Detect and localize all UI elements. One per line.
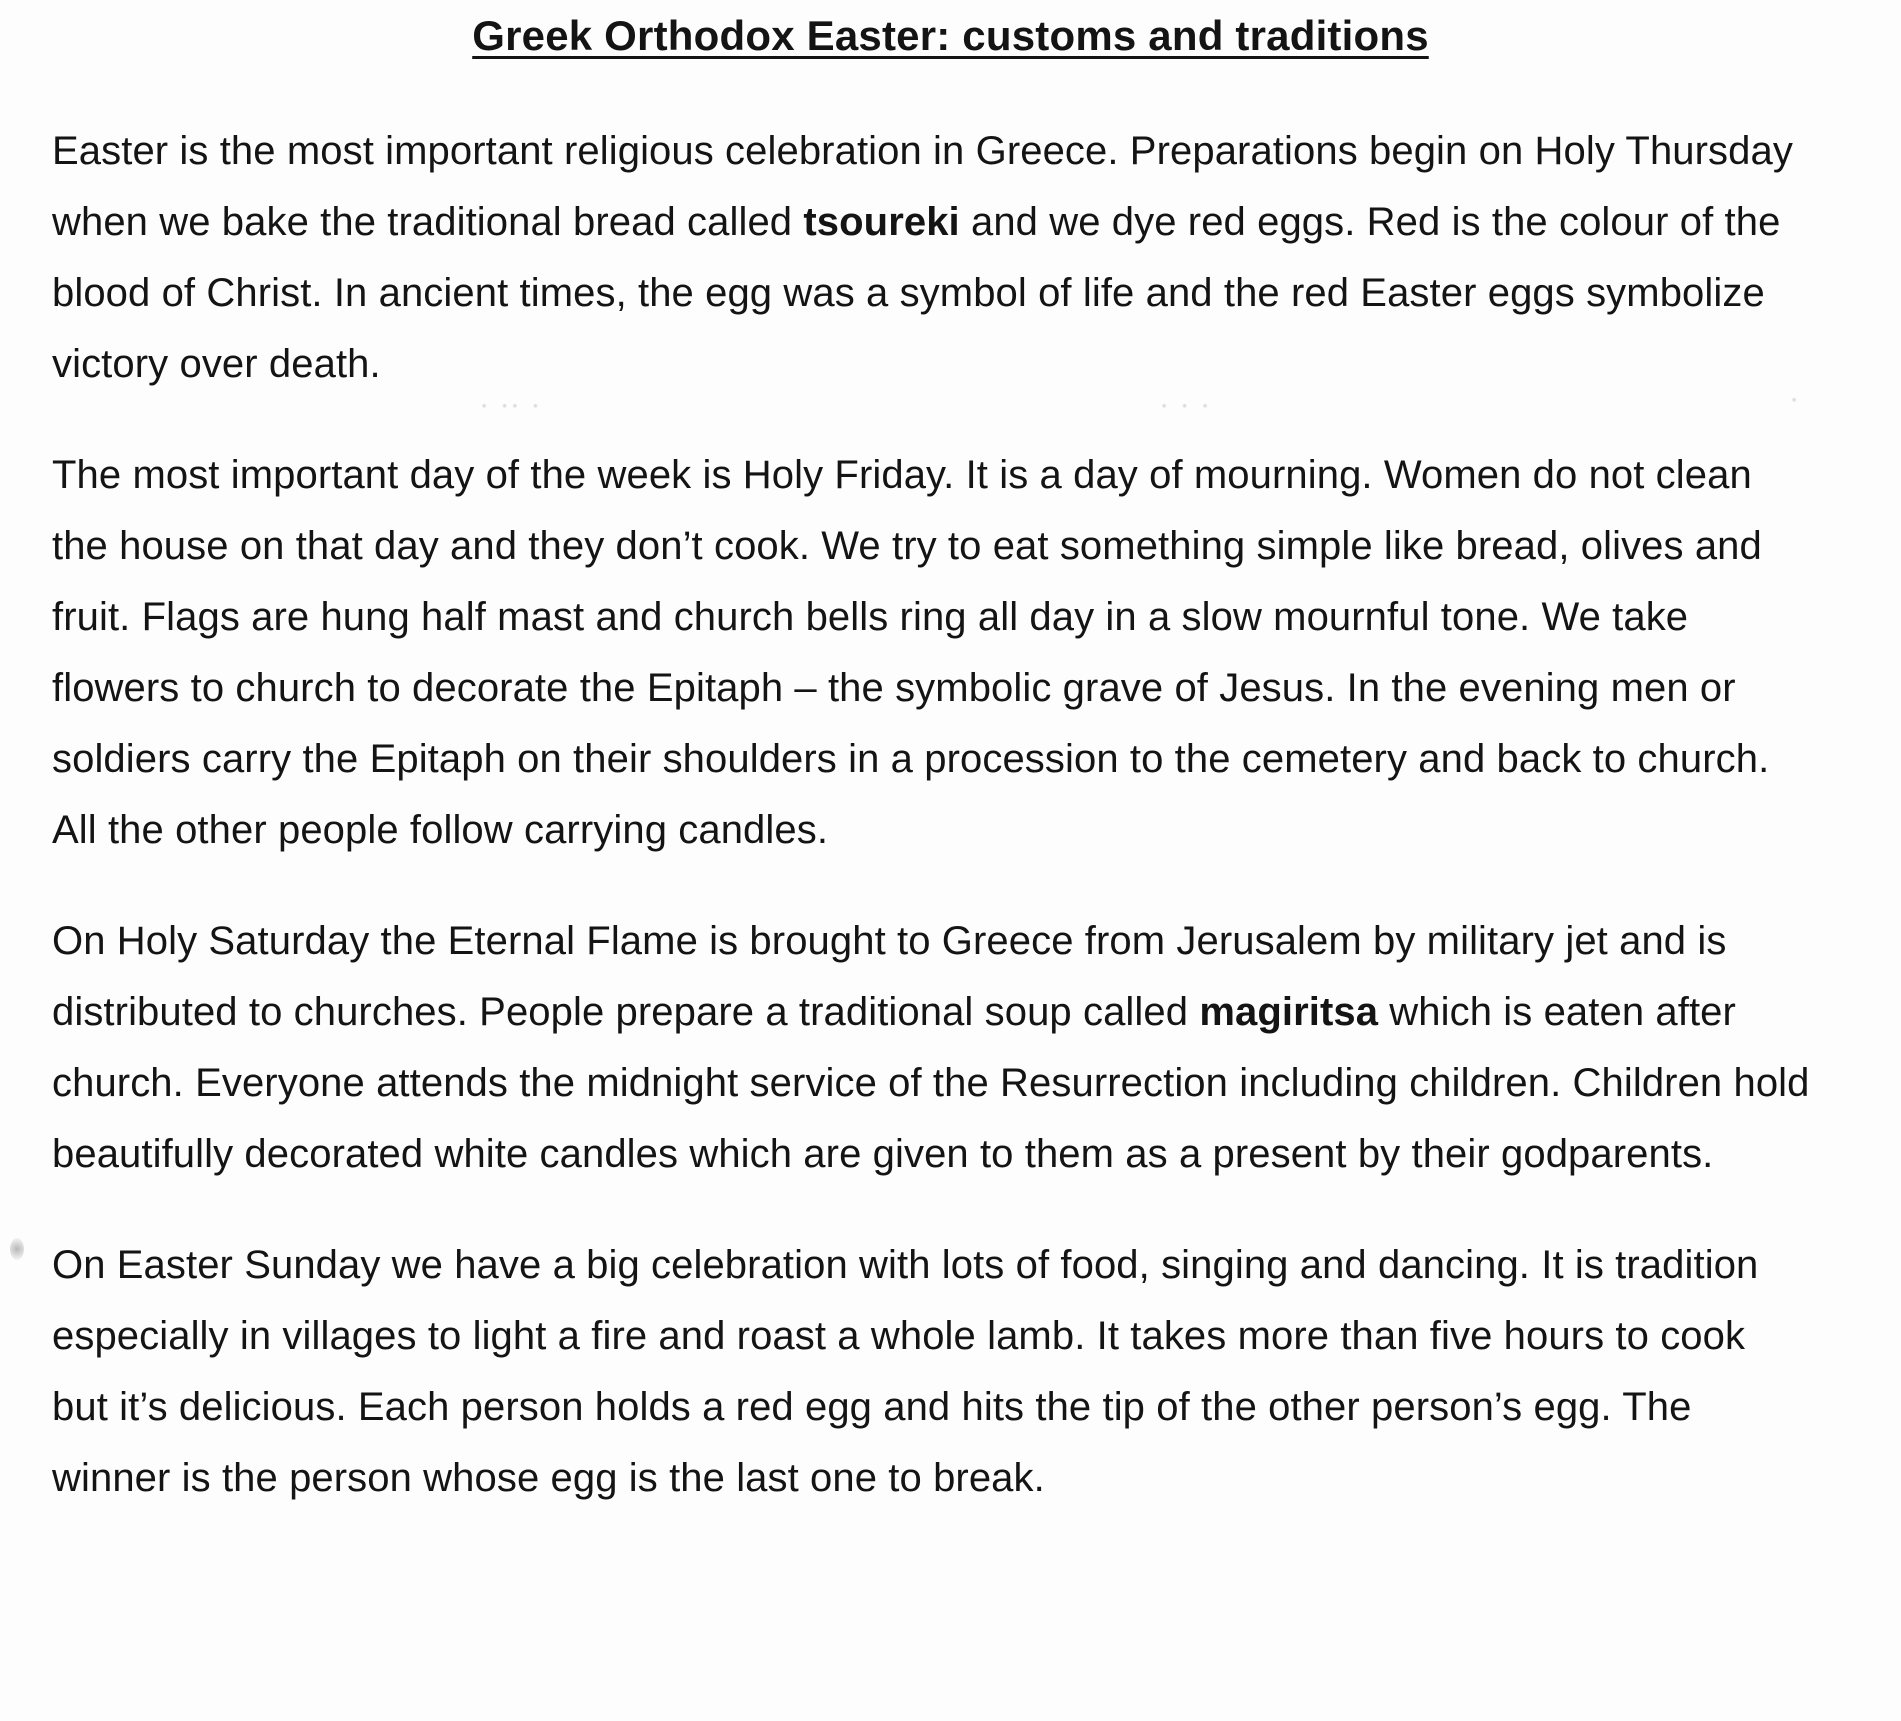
paragraph-3 xyxy=(52,906,1812,1190)
scan-smudge: · · · xyxy=(1160,392,1212,422)
paragraph-text: Easter is the most important religious celebration in Greece. Preparations begin on Holy Thursday when we bake the traditional bread called xyxy=(52,129,1793,244)
paragraph-text: The most important day of the week is Holy Friday. It is a day of mourning. Women do not clean the house on that day and they don’t cook. We try to eat something simple like bread, olives and fruit. Flags are hung half mast and church bells ring all day in a slow mournful tone. We take flowers to church to decorate the Epitaph – the symbolic grave of Jesus. In the evening men or soldiers carry the Epitaph on their shoulders in a procession to the cemetery and back to church. All the other people follow carrying candles. xyxy=(52,453,1770,852)
scan-speck xyxy=(10,1238,24,1260)
paragraph-4 xyxy=(52,1230,1812,1514)
paragraph-text: On Easter Sunday we have a big celebration with lots of food, singing and dancing. It is tradition especially in villages to light a fire and roast a whole lamb. It takes more than five hours to cook but it’s delicious. Each person holds a red egg and hits the tip of the other person’s egg. The winner is the person whose egg is the last one to break. xyxy=(52,1243,1759,1500)
paragraph-2 xyxy=(52,440,1812,866)
paragraph-text: and we dye red eggs. Red is the colour of the blood of Christ. In ancient times, the egg was a symbol of life and the red Easter eggs symbolize victory over death. xyxy=(52,200,1781,386)
bold-term: magiritsa xyxy=(1199,990,1379,1034)
paragraph-text: On Holy Saturday the Eternal Flame is brought to Greece from Jerusalem by military jet and is distributed to churches. People prepare a traditional soup called xyxy=(52,919,1727,1034)
document-title: Greek Orthodox Easter: customs and traditions xyxy=(472,12,1429,59)
bold-term: tsoureki xyxy=(803,200,960,244)
document-body xyxy=(52,116,1812,1554)
paragraph-1 xyxy=(52,116,1812,400)
paragraph-text: which is eaten after church. Everyone attends the midnight service of the Resurrection including children. Children hold beautifully decorated white candles which are given to them as a present by their godparents. xyxy=(52,990,1810,1176)
scan-smudge: · xyxy=(1790,386,1801,416)
scan-smudge: · ·· · xyxy=(480,392,542,422)
